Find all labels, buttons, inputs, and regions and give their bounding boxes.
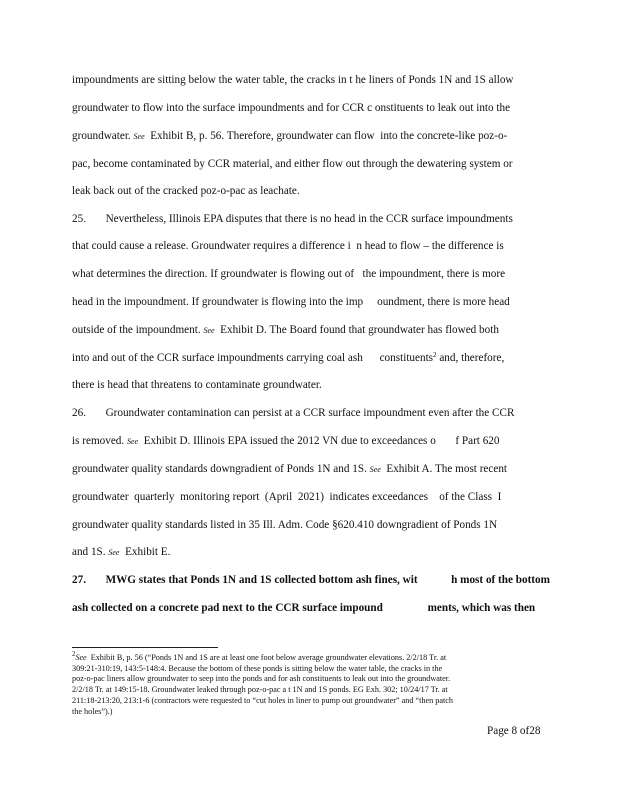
paragraph-25-line-5 [72,323,499,338]
see-signal: See [133,132,145,141]
body-line-1: impoundments are sitting below the water table, the cracks in t he liners of Ponds 1N and 1S allow [72,74,514,86]
footnote-divider [72,647,218,648]
paragraph-26-line-2 [72,434,499,449]
body-text: is removed. [72,435,125,447]
paragraph-26-line-4: groundwater quarterly monitoring report (April 2021) indicates exceedances of the Class I [72,491,502,503]
paragraph-25-line-4: head in the impoundment. If groundwater is flowing into the imp oundment, there is more head [72,296,510,308]
paragraph-25-line-7: there is head that threatens to contaminate groundwater. [72,379,322,391]
body-line-5: leak back out of the cracked poz-o-pac as leachate. [72,185,300,197]
see-signal: See [369,465,381,474]
footnote-line-5: 211:18-213:20, 213:1-6 (contractors were requested to “cut holes in liner to pump out groundwater” and “then patch [72,696,453,705]
body-text: groundwater quality standards downgradient of Ponds 1N and 1S. [72,463,367,475]
paragraph-25-line-6 [72,351,504,365]
body-text: Exhibit B, p. 56. Therefore, groundwater can flow into the concrete-like poz-o- [144,130,508,142]
body-text: and 1S. [72,546,106,558]
footnote-number: 2 [72,650,76,658]
footnote-line-6: the holes”).) [72,707,113,716]
footnote-text: Exhibit B, p. 56 (“Ponds 1N and 1S are at least one foot below average groundwater elevations. 2/2/18 Tr. at [86,653,447,662]
body-text: and, therefore, [436,352,505,364]
body-text: Exhibit D. The Board found that groundwater has flowed both [214,324,499,336]
body-text: outside of the impoundment. [72,324,201,336]
paragraph-27-line-2: ash collected on a concrete pad next to the CCR surface impound ments, which was then [72,602,536,614]
footnote-line-3: poz-o-pac liners allow groundwater to seep into the ponds and for ash constituents to leak out into the groundwater. [72,674,451,683]
body-text: Exhibit A. The most recent [380,463,508,475]
see-signal: See [108,548,120,557]
page-number: Page 8 of28 [487,725,541,737]
paragraph-26-line-5: groundwater quality standards listed in 35 Ill. Adm. Code §620.410 downgradient of Ponds 1N [72,519,498,531]
paragraph-26-line-3 [72,462,507,477]
see-signal: See [127,437,139,446]
body-text: into and out of the CCR surface impoundments carrying coal ash constituents [72,352,434,364]
body-line-4: pac, become contaminated by CCR material, and either flow out through the dewatering system or [72,158,513,170]
body-text: Exhibit E. [119,546,171,558]
see-signal: See [203,326,215,335]
body-text: Exhibit D. Illinois EPA issued the 2012 VN due to exceedances o f Part 620 [138,435,500,447]
paragraph-26-line-1: 26. Groundwater contamination can persist at a CCR surface impoundment even after the CCR [72,407,515,419]
see-signal: See [75,653,87,662]
body-line-3 [72,129,507,144]
paragraph-26-line-6 [72,545,170,560]
footnote-reference[interactable]: 2 [433,351,437,359]
body-line-2: groundwater to flow into the surface impoundments and for CCR c onstituents to leak out into the [72,102,511,114]
paragraph-25-line-2: that could cause a release. Groundwater requires a difference i n head to flow – the difference is [72,240,504,252]
footnote-line-4: 2/2/18 Tr. at 149:15-18. Groundwater leaked through poz-o-pac a t 1N and 1S ponds. EG Exh. 302; 10/24/17 Tr. at [72,685,448,694]
paragraph-25-line-3: what determines the direction. If groundwater is flowing out of the impoundment, there is more [72,268,506,280]
paragraph-27-line-1: 27. MWG states that Ponds 1N and 1S collected bottom ash fines, wit h most of the bottom [72,574,550,586]
footnote-line-2: 309:21-310:19, 143:5-148:4. Because the bottom of these ponds is sitting below the water table, the cracks in the [72,664,443,673]
footnote-line-1 [72,650,447,663]
paragraph-25-line-1: 25. Nevertheless, Illinois EPA disputes that there is no head in the CCR surface impoundments [72,213,513,225]
body-text: groundwater. [72,130,131,142]
